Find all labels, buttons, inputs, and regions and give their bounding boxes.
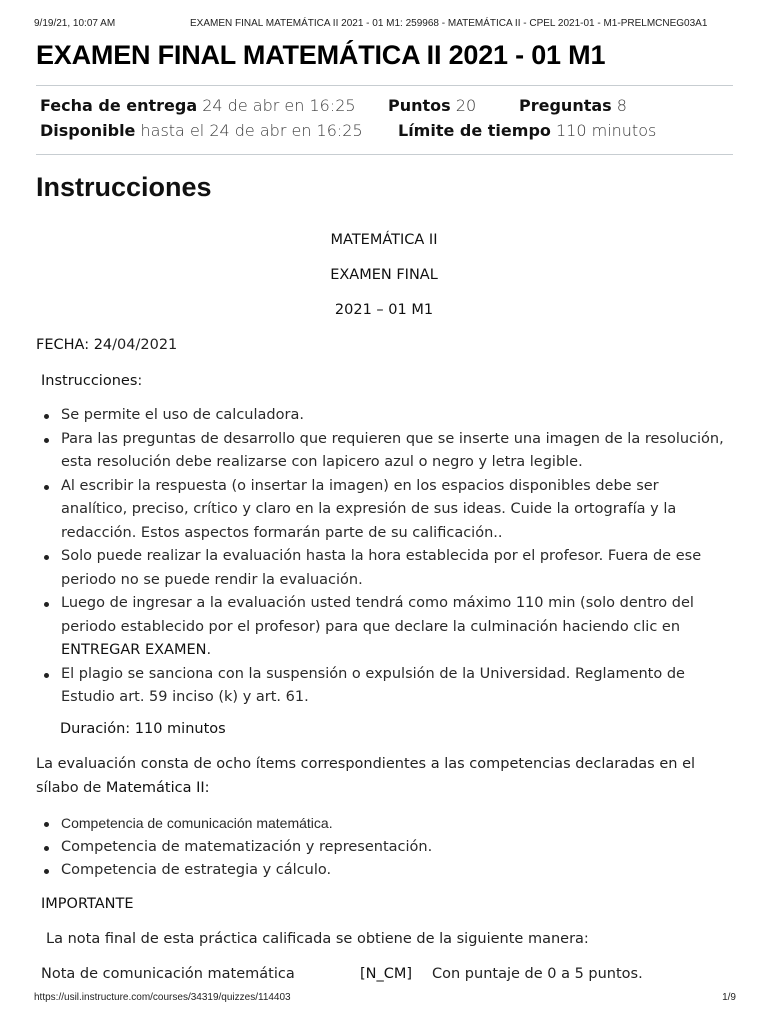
divider xyxy=(36,154,733,155)
instructions-subheading-text: Instrucciones xyxy=(41,373,138,389)
grade-range: Con puntaje de 0 a 5 puntos. xyxy=(432,966,643,982)
exam-date-label: FECHA: 24 xyxy=(36,337,113,353)
points-value: 20 xyxy=(455,96,477,115)
exam-date xyxy=(36,337,177,353)
submit-period: . xyxy=(206,642,212,658)
availability-value: hasta el 24 de abr en 16:25 xyxy=(140,121,363,140)
exam-period: 2021 – 01 M1 xyxy=(334,302,434,318)
availability-label: Disponible xyxy=(40,121,136,140)
due-date xyxy=(40,96,356,115)
page-url: https://usil.instructure.com/courses/34319/quizzes/114403 xyxy=(34,992,291,1003)
print-header xyxy=(0,18,768,32)
instructions-subheading xyxy=(41,373,142,389)
submit-exam-phrase: ENTREGAR EXAMEN xyxy=(61,642,207,658)
list-item: Solo puede realizar la evaluación hasta la hora establecida por el profesor. Fuera de ese periodo no se puede rendir la evaluación. xyxy=(37,545,727,592)
questions xyxy=(519,96,627,115)
evaluation-description-line2 xyxy=(36,780,210,796)
questions-label: Preguntas xyxy=(519,96,612,115)
competencies-list xyxy=(37,812,727,883)
list-item: Competencia de estrategia y cálculo. xyxy=(37,859,727,883)
list-item: Competencia de matematización y representación. xyxy=(37,836,727,860)
print-document-title: EXAMEN FINAL MATEMÁTICA II 2021 - 01 M1: 259968 - MATEMÁTICA II - CPEL 2021-01 - M1-PRELMCNEG03A1 xyxy=(190,18,708,29)
instructions-heading: Instrucciones xyxy=(36,172,212,202)
grade-code: [N_CM] xyxy=(360,966,413,982)
page-number: 1/9 xyxy=(722,992,736,1003)
time-limit xyxy=(398,121,656,140)
list-item: Se permite el uso de calculadora. xyxy=(37,404,727,428)
list-item: El plagio se sanciona con la suspensión o expulsión de la Universidad. Reglamento de Estudio art. 59 inciso (k) y art. 61. xyxy=(37,663,727,710)
list-item: Competencia de comunicación matemática. xyxy=(37,812,727,836)
list-item: Al escribir la respuesta (o insertar la imagen) en los espacios disponibles debe ser analítico, preciso, crítico y claro en la expresión de sus ideas. Cuide la ortografía y la redacción. Estos aspectos formarán parte de su calificación.. xyxy=(37,475,727,546)
time-limit-label: Límite de tiempo xyxy=(398,121,551,140)
due-date-value: 24 de abr en 16:25 xyxy=(202,96,356,115)
grading-intro: La nota final de esta práctica calificada se obtiene de la siguiente manera: xyxy=(46,931,589,947)
instructions-list xyxy=(37,404,727,710)
course-reference: Matemática II: xyxy=(105,780,210,796)
list-item: Para las preguntas de desarrollo que requieren que se inserte una imagen de la resolución, esta resolución debe realizarse con lapicero azul o negro y letra legible. xyxy=(37,428,727,475)
evaluation-description-line1: La evaluación consta de ocho ítems correspondientes a las competencias declaradas en el xyxy=(36,756,696,772)
time-limit-value: 110 minutos xyxy=(555,121,657,140)
course-name: MATEMÁTICA II xyxy=(330,232,438,248)
grade-name: Nota de comunicación matemática xyxy=(41,966,295,982)
list-item xyxy=(37,592,727,663)
print-date: 9/19/21, 10:07 AM xyxy=(34,18,116,29)
availability xyxy=(40,121,363,140)
important-heading: IMPORTANTE xyxy=(41,896,134,912)
due-date-label: Fecha de entrega xyxy=(40,96,198,115)
questions-value: 8 xyxy=(616,96,627,115)
duration: Duración: 110 minutos xyxy=(60,721,226,737)
evaluation-description-prefix: sílabo de xyxy=(36,780,102,796)
divider xyxy=(36,85,733,86)
instructions-subheading-colon: : xyxy=(137,373,143,389)
points-label: Puntos xyxy=(388,96,451,115)
exam-date-rest: /04/2021 xyxy=(112,337,178,353)
points xyxy=(388,96,476,115)
list-item-text: Luego de ingresar a la evaluación usted tendrá como máximo 110 min (solo dentro del periodo establecido por el profesor) para que declare la culminación haciendo clic en xyxy=(61,595,694,635)
quiz-title: EXAMEN FINAL MATEMÁTICA II 2021 - 01 M1 xyxy=(36,40,606,70)
exam-name: EXAMEN FINAL xyxy=(330,267,438,283)
print-footer xyxy=(0,992,768,1006)
